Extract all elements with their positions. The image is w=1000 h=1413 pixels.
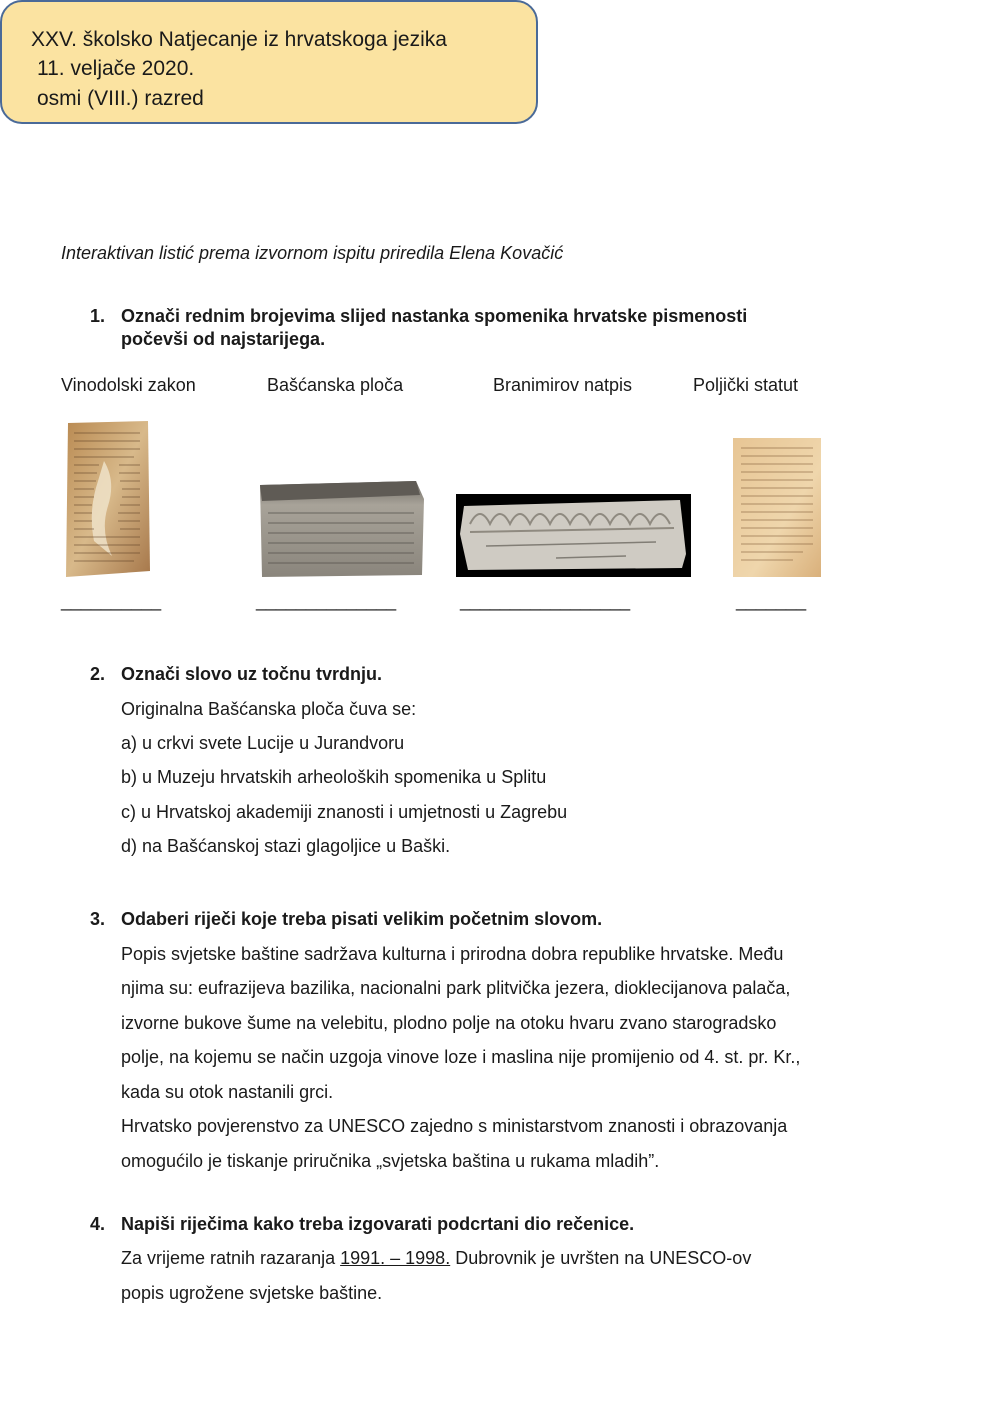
question-4-title: Napiši riječima kako treba izgovarati podcrtani dio rečenice.	[121, 1214, 635, 1234]
option-d[interactable]: d) na Bašćanskoj stazi glagoljice u Baški.	[121, 836, 451, 856]
sentence-text: Dubrovnik je uvršten na UNESCO-ov	[450, 1248, 752, 1268]
question-3-text-line[interactable]: polje, na kojemu se način uzgoja vinove loze i maslina nije promijenio od 4. st. pr. Kr.,	[121, 1047, 801, 1067]
competition-date: 11. veljače 2020.	[37, 57, 195, 80]
competition-grade: osmi (VIII.) razred	[37, 87, 204, 110]
monument-label-poljicki: Poljički statut	[693, 375, 799, 395]
question-3-number: 3.	[90, 909, 106, 929]
stone-tablet-image	[258, 479, 426, 578]
option-a[interactable]: a) u crkvi svete Lucije u Jurandvoru	[121, 733, 405, 753]
parchment-image	[733, 438, 821, 577]
question-3-text-line[interactable]: izvorne bukove šume na velebitu, plodno polje na otoku hvaru zvano starogradsko	[121, 1013, 777, 1033]
option-c[interactable]: c) u Hrvatskoj akademiji znanosti i umjetnosti u Zagrebu	[121, 802, 568, 822]
sentence-text: Za vrijeme ratnih razaranja	[121, 1248, 341, 1268]
question-3-text-line[interactable]: Hrvatsko povjerenstvo za UNESCO zajedno s ministarstvom znanosti i obrazovanja	[121, 1116, 788, 1136]
question-1-title-line2: počevši od najstarijega.	[121, 329, 326, 349]
monument-label-bascanska: Bašćanska ploča	[267, 375, 404, 395]
question-3-text-line[interactable]: omogućilo je tiskanje priručnika „svjetska baština u rukama mladih”.	[121, 1151, 660, 1171]
question-3-text-line[interactable]: njima su: eufrazijeva bazilika, nacionalni park plitvička jezera, dioklecijanova palača,	[121, 978, 791, 998]
question-3-text-line[interactable]: Popis svjetske baštine sadržava kulturna i prirodna dobra republike hrvatske. Među	[121, 944, 784, 964]
question-2-title: Označi slovo uz točnu tvrdnju.	[121, 664, 383, 684]
monument-label-vinodolski: Vinodolski zakon	[61, 375, 196, 395]
answer-blank-poljicki[interactable]: _______	[736, 591, 807, 611]
monument-label-branimirov: Branimirov natpis	[493, 375, 633, 395]
manuscript-image	[64, 421, 152, 577]
question-4-sentence-line1	[121, 1241, 751, 1276]
option-b[interactable]: b) u Muzeju hrvatskih arheoloških spomenika u Splitu	[121, 767, 547, 787]
question-2-prompt: Originalna Bašćanska ploča čuva se:	[121, 699, 417, 719]
question-3-title: Odaberi riječi koje treba pisati velikim početnim slovom.	[121, 909, 603, 929]
title-box	[0, 0, 538, 124]
question-1-number: 1.	[90, 306, 106, 326]
question-3-text-line[interactable]: kada su otok nastanili grci.	[121, 1082, 334, 1102]
question-2-number: 2.	[90, 664, 106, 684]
competition-title: XXV. školsko Natjecanje iz hrvatskoga jezika	[31, 28, 447, 51]
answer-blank-bascanska[interactable]: ______________	[256, 591, 397, 611]
carved-stone-inscription-image	[456, 494, 691, 577]
underlined-years: 1991. – 1998.	[340, 1248, 451, 1268]
answer-blank-branimirov[interactable]: _________________	[460, 591, 631, 611]
answer-blank-vinodolski[interactable]: __________	[61, 591, 162, 611]
question-1-title-line1: Označi rednim brojevima slijed nastanka spomenika hrvatske pismenosti	[121, 306, 748, 326]
question-4-sentence-line2: popis ugrožene svjetske baštine.	[121, 1283, 383, 1303]
question-4-number: 4.	[90, 1214, 106, 1234]
author-credit: Interaktivan listić prema izvornom ispitu priredila Elena Kovačić	[61, 243, 564, 263]
